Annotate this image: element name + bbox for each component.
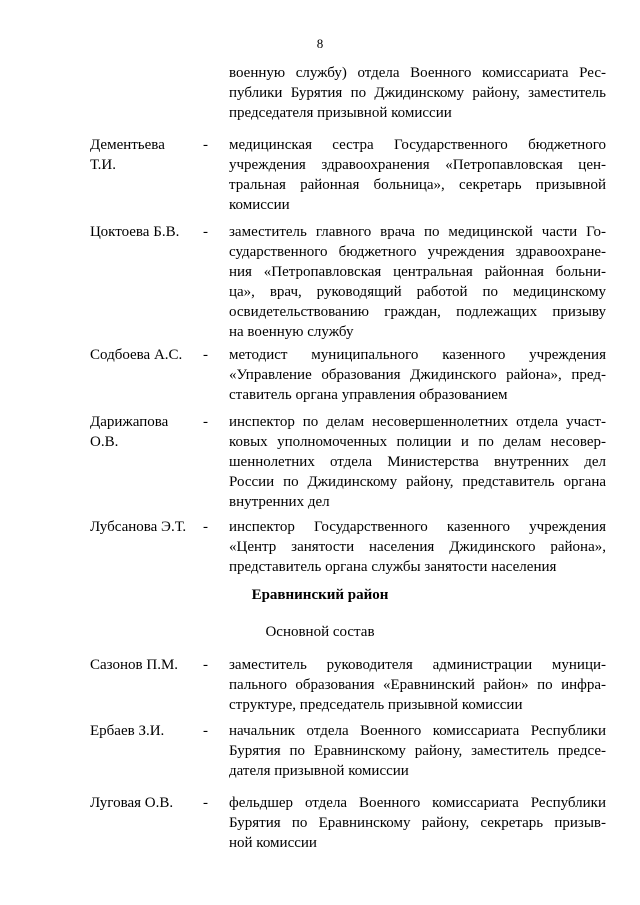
- member-initials: О.В.: [90, 434, 119, 450]
- description-line: учреждения здравоохранения «Петропавловская цен-: [229, 157, 606, 173]
- description-line: шеннолетних отдела Министерства внутренних дел: [229, 454, 606, 470]
- description-line: заместитель руководителя администрации муници-: [229, 657, 606, 673]
- description-line: инспектор Государственного казенного учреждения: [229, 519, 606, 535]
- member-initials: Т.И.: [90, 157, 116, 173]
- member-name: Цоктоева Б.В.: [90, 224, 180, 240]
- dash: -: [203, 795, 208, 811]
- description-line: Бурятия по Еравнинскому району, заместитель предсе-: [229, 743, 606, 759]
- section-title: Еравнинский район: [251, 587, 389, 603]
- dash: -: [203, 657, 208, 673]
- member-name: Дементьева: [90, 137, 165, 153]
- description-line: сударственного бюджетного учреждения здравоохране-: [229, 244, 606, 260]
- description-line: внутренних дел: [229, 494, 330, 510]
- dash: -: [203, 347, 208, 363]
- description-line: методист муниципального казенного учреждения: [229, 347, 606, 363]
- page-number: 8: [316, 36, 324, 51]
- description-line: представитель органа службы занятости населения: [229, 559, 557, 575]
- description-line: тральная районная больница», секретарь призывной: [229, 177, 606, 193]
- description-line: комиссии: [229, 197, 290, 213]
- description-line: дателя призывной комиссии: [229, 763, 409, 779]
- member-name: Содбоева А.С.: [90, 347, 183, 363]
- description-line: России по Джидинскому району, представитель органа: [229, 474, 606, 490]
- member-name: Луговая О.В.: [90, 795, 174, 811]
- description-line: ковых уполномоченных полиции и по делам несовер-: [229, 434, 606, 450]
- description-line: Бурятия по Еравнинскому району, секретарь призыв-: [229, 815, 606, 831]
- dash: -: [203, 519, 208, 535]
- description-line: инспектор по делам несовершеннолетних отдела участ-: [229, 414, 606, 430]
- intro-line: председателя призывной комиссии: [229, 105, 452, 121]
- intro-line: военную службу) отдела Военного комиссариата Рес-: [229, 65, 606, 81]
- description-line: фельдшер отдела Военного комиссариата Республики: [229, 795, 606, 811]
- member-name: Ербаев З.И.: [90, 723, 165, 739]
- dash: -: [203, 414, 208, 430]
- member-name: Сазонов П.М.: [90, 657, 179, 673]
- dash: -: [203, 137, 208, 153]
- description-line: ставитель органа управления образованием: [229, 387, 508, 403]
- description-line: «Центр занятости населения Джидинского района»,: [229, 539, 606, 555]
- description-line: ния «Петропавловская центральная районная больни-: [229, 264, 606, 280]
- intro-line: публики Бурятия по Джидинскому району, заместитель: [229, 85, 606, 101]
- description-line: заместитель главного врача по медицинской части Го-: [229, 224, 606, 240]
- description-line: ца», врач, руководящий работой по медицинскому: [229, 284, 606, 300]
- description-line: «Управление образования Джидинского района», пред-: [229, 367, 606, 383]
- dash: -: [203, 224, 208, 240]
- dash: -: [203, 723, 208, 739]
- member-name: Лубсанова Э.Т.: [90, 519, 187, 535]
- description-line: освидетельствованию граждан, подлежащих призыву: [229, 304, 606, 320]
- subsection-title: Основной состав: [265, 624, 375, 640]
- description-line: медицинская сестра Государственного бюджетного: [229, 137, 606, 153]
- member-name: Дарижапова: [90, 414, 169, 430]
- description-line: на военную службу: [229, 324, 354, 340]
- description-line: структуре, председатель призывной комиссии: [229, 697, 523, 713]
- description-line: пального образования «Еравнинский район» по инфра-: [229, 677, 606, 693]
- description-line: начальник отдела Военного комиссариата Республики: [229, 723, 606, 739]
- description-line: ной комиссии: [229, 835, 317, 851]
